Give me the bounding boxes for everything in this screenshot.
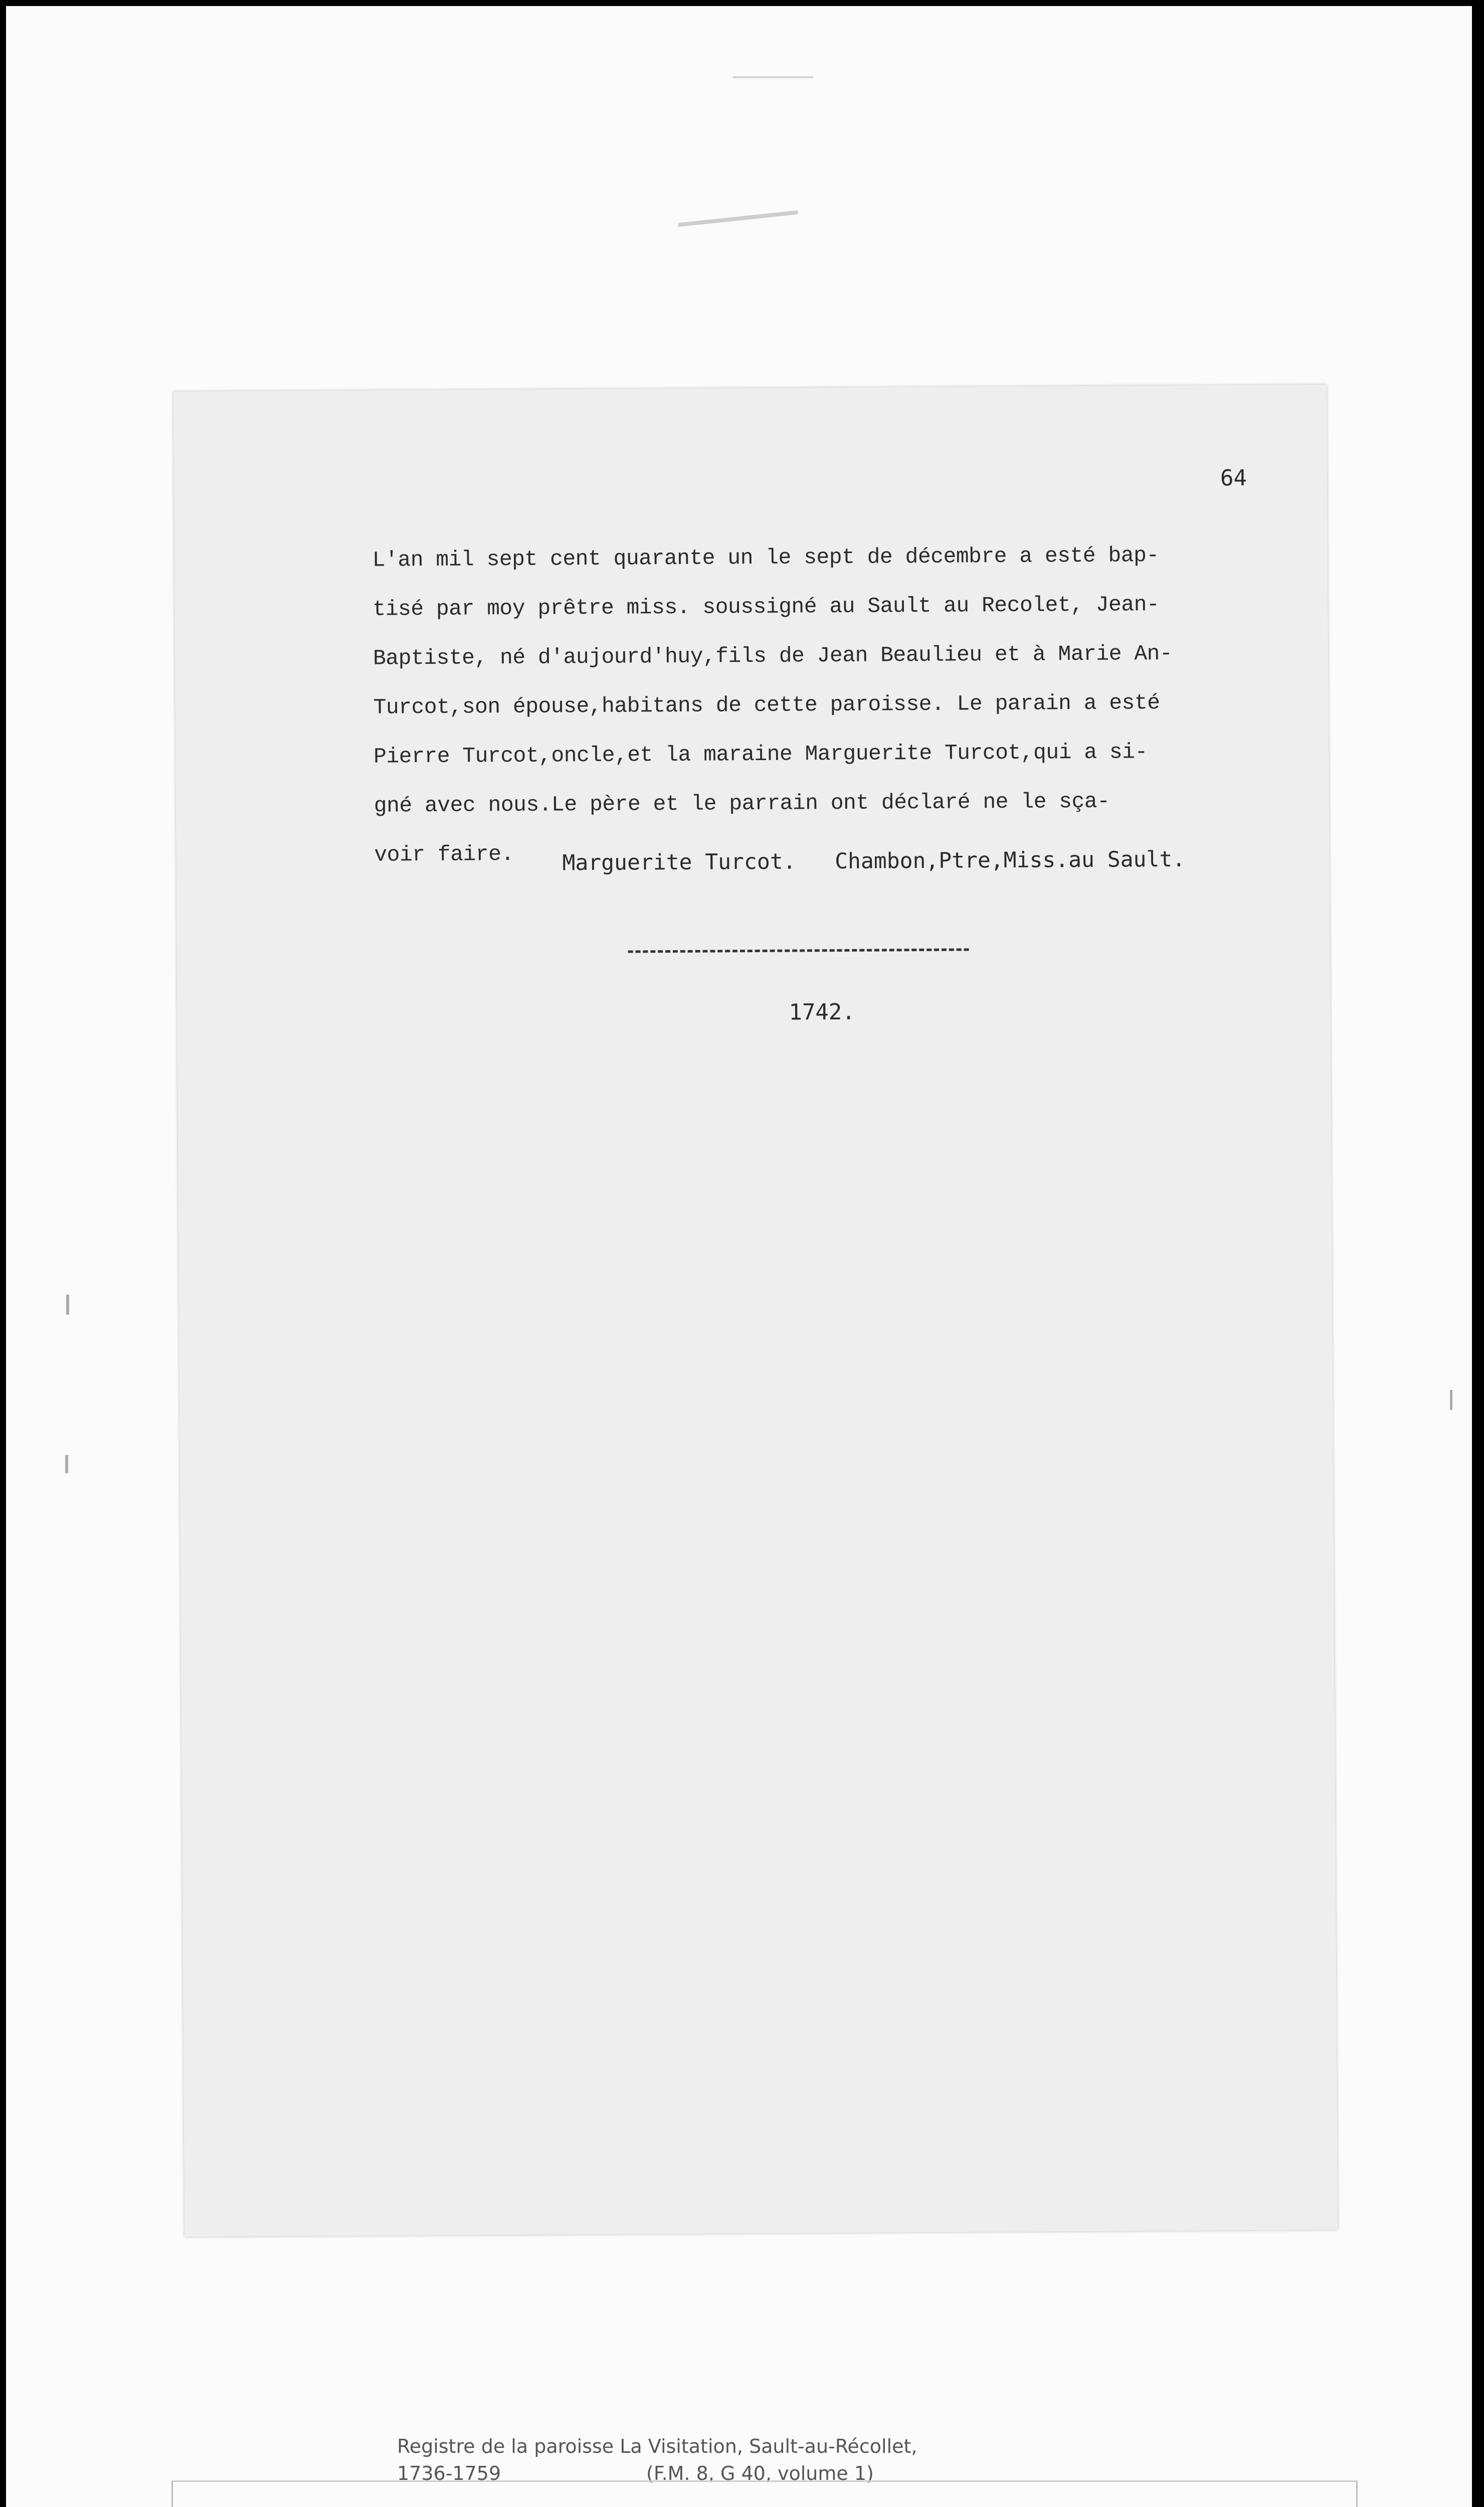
signatures: Marguerite Turcot. Chambon,Ptre,Miss.au Sault. (562, 846, 1186, 876)
typed-register-page (173, 385, 1338, 2237)
record-line: Turcot,son épouse,habitans de cette paroisse. Le parain a esté (373, 690, 1160, 720)
record-line: gné avec nous.Le père et le parrain ont déclaré ne le sça- (374, 789, 1110, 818)
record-line: Baptiste, né d'aujourd'huy,fils de Jean Beaulieu et à Marie An- (373, 641, 1173, 671)
film-frame (6, 6, 1472, 2507)
page-number: 64 (1220, 465, 1247, 491)
record-line: L'an mil sept cent quarante un le sept de décembre a esté bap- (372, 543, 1159, 573)
dashed-separator (628, 948, 969, 953)
baptism-record-text (373, 530, 1257, 880)
year-heading: 1742. (789, 999, 855, 1025)
record-line: voir faire. (374, 841, 514, 867)
citation-line: 1736-1759 (F.M. 8, G 40, volume 1) (397, 2462, 874, 2484)
film-scratch (733, 76, 813, 78)
record-line: Pierre Turcot,oncle,et la maraine Marguerite Turcot,qui a si- (374, 740, 1148, 769)
archive-label-frame (171, 2480, 1358, 2507)
citation-line: Registre de la paroisse La Visitation, Sault-au-Récollet, (397, 2435, 917, 2457)
film-speck (1450, 1390, 1452, 1410)
film-scratch (678, 210, 798, 227)
record-line: tisé par moy prêtre miss. soussigné au Sault au Recolet, Jean- (373, 592, 1160, 622)
film-speck (66, 1295, 69, 1315)
source-citation (397, 2433, 917, 2487)
film-speck (65, 1455, 68, 1473)
